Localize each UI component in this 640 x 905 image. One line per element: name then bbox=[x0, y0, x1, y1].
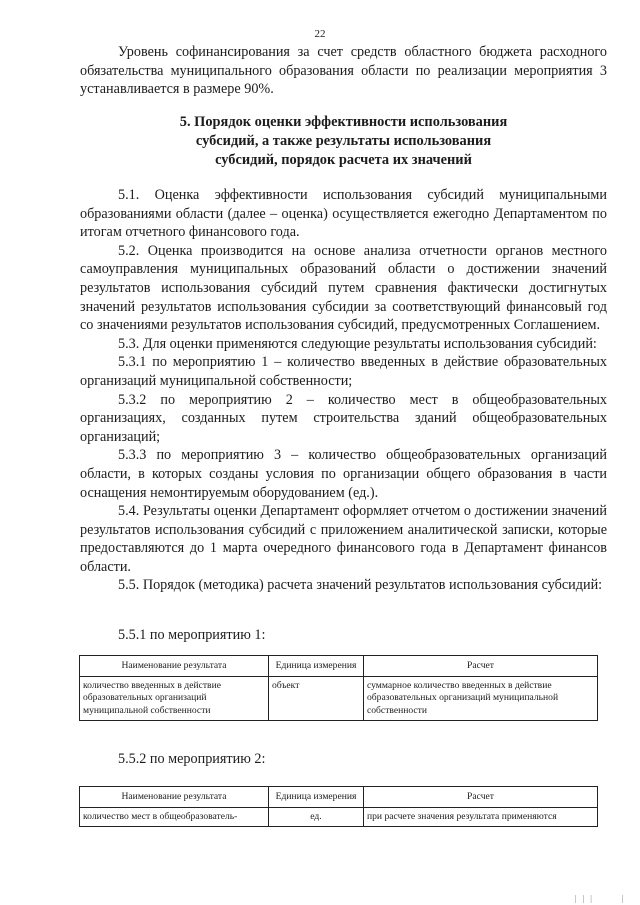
paragraph-5-3-3: 5.3.3 по мероприятию 3 – количество общеобразовательных организаций области, в которых созданы условия по организации общего образования в части оснащения немонтируемым оборудованием (ед.). bbox=[80, 447, 607, 501]
cell-unit: ед. bbox=[269, 808, 364, 827]
table-row bbox=[80, 808, 598, 827]
section-heading bbox=[80, 113, 607, 170]
page-number: 22 bbox=[314, 28, 326, 40]
paragraph-5-3-2: 5.3.2 по мероприятию 2 – количество мест в общеобразовательных организациях, созданных путем строительства зданий общеобразовательных организаций; bbox=[80, 391, 607, 445]
subsection-5-5-2-label: 5.5.2 по мероприятию 2: bbox=[118, 751, 266, 767]
paragraph-5-2: 5.2. Оценка производится на основе анализа отчетности органов местного самоуправления муниципальных образований области о достижении значений результатов использования субсидий путем сравнения фактически достигнутых значений результатов использования субсидии за соответствующий финансовый год со значениями результатов использования субсидий, предусмотренных Соглашением. bbox=[80, 242, 607, 334]
header-result-name: Наименование результата bbox=[80, 787, 269, 808]
table-header-row bbox=[80, 787, 598, 808]
header-result-name: Наименование результата bbox=[80, 656, 269, 677]
paragraph-5-5: 5.5. Порядок (методика) расчета значений результатов использования субсидий: bbox=[118, 577, 603, 594]
scan-artifact: | | | bbox=[575, 894, 594, 903]
section-body bbox=[80, 186, 607, 595]
paragraph-5-4: 5.4. Результаты оценки Департамент оформляет отчетом о достижении значений результатов использования субсидий с приложением аналитической записки, которые предоставляются до 1 марта очередного финансового года в Департамент финансов области. bbox=[80, 503, 607, 575]
paragraph-5-3: 5.3. Для оценки применяются следующие результаты использования субсидий: bbox=[118, 335, 597, 352]
cell-unit: объект bbox=[269, 677, 364, 721]
cell-calculation: при расчете значения результата применяются bbox=[364, 808, 598, 827]
cell-result-name: количество мест в общеобразователь- bbox=[80, 808, 269, 827]
table-header-row bbox=[80, 656, 598, 677]
paragraph-5-3-1: 5.3.1 по мероприятию 1 – количество введенных в действие образовательных организаций муниципальной собственности; bbox=[80, 354, 607, 389]
scan-artifact: | bbox=[622, 894, 624, 903]
header-calculation: Расчет bbox=[364, 787, 598, 808]
paragraph-5-1: 5.1. Оценка эффективности использования субсидий муниципальными образованиями области (далее – оценка) осуществляется ежегодно Департаментом по итогам отчетного финансового года. bbox=[80, 187, 607, 241]
header-unit: Единица измерения bbox=[269, 656, 364, 677]
intro-paragraph: Уровень софинансирования за счет средств областного бюджета расходного обязательства муниципального образования области по реализации мероприятия 3 устанавливается в размере 90%. bbox=[80, 44, 607, 98]
table-row bbox=[80, 677, 598, 721]
cell-result-name: количество введенных в действие образовательных организаций муниципальной собственности bbox=[80, 677, 269, 721]
section-heading-line: 5. Порядок оценки эффективности использования bbox=[179, 114, 508, 130]
results-table-1 bbox=[79, 655, 598, 721]
section-heading-line: субсидий, порядок расчета их значений bbox=[215, 152, 472, 168]
cell-calculation: суммарное количество введенных в действие образовательных организаций муниципальной собственности bbox=[364, 677, 598, 721]
header-calculation: Расчет bbox=[364, 656, 598, 677]
intro-paragraph-block bbox=[80, 43, 607, 99]
header-unit: Единица измерения bbox=[269, 787, 364, 808]
results-table-2 bbox=[79, 786, 598, 827]
section-heading-line: субсидий, а также результаты использования bbox=[195, 133, 492, 149]
subsection-5-5-1-label: 5.5.1 по мероприятию 1: bbox=[118, 627, 266, 643]
